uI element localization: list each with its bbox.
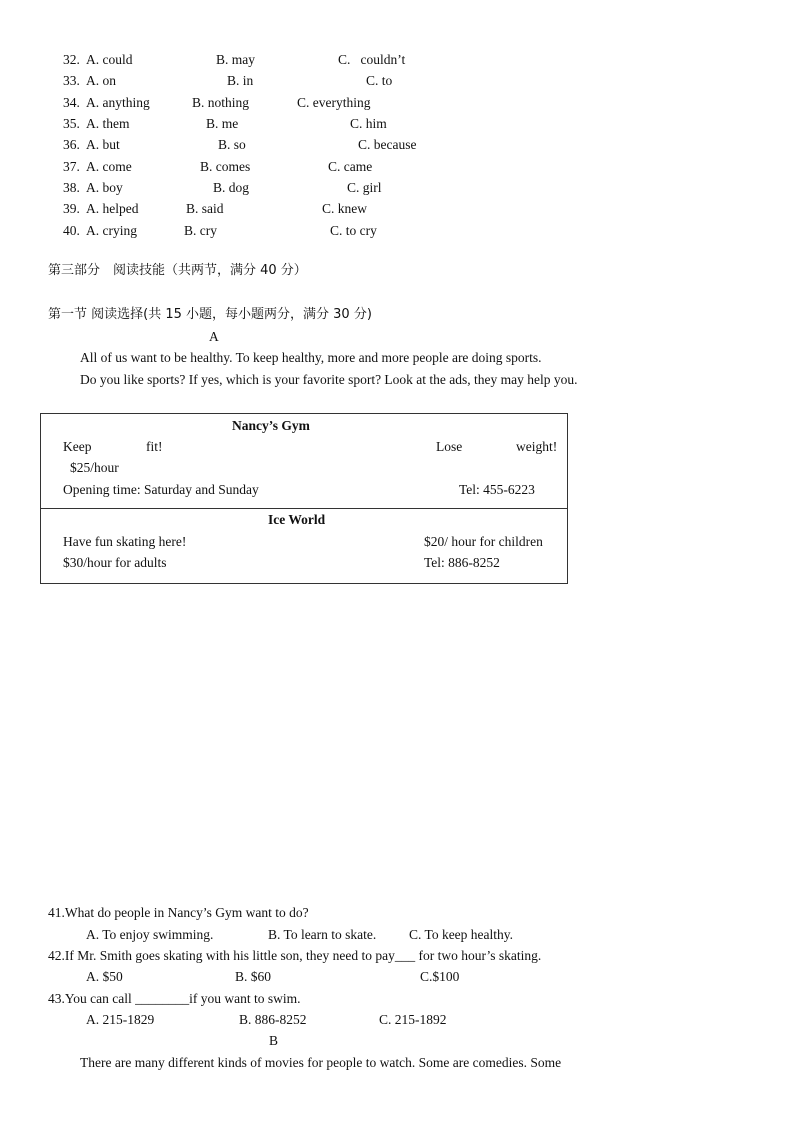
option-b: B. 886-8252 bbox=[239, 1012, 307, 1027]
option-c: C. came bbox=[328, 159, 373, 174]
option-b: B. may bbox=[216, 52, 255, 67]
passage-paragraph: Do you like sports? If yes, which is your favorite sport? Look at the ads, they may help you. bbox=[80, 372, 578, 387]
option-c: C. 215-1892 bbox=[379, 1012, 447, 1027]
option-a: A. could bbox=[86, 52, 133, 67]
option-c: C.$100 bbox=[420, 969, 460, 984]
option-a: A. come bbox=[86, 159, 132, 174]
option-c: C. girl bbox=[347, 180, 382, 195]
ice-world-ad-slogan: Have fun skating here! bbox=[63, 534, 187, 549]
question-number: 34. bbox=[63, 95, 80, 110]
option-a: A. but bbox=[86, 137, 120, 152]
passage-paragraph: All of us want to be healthy. To keep healthy, more and more people are doing sports. bbox=[80, 350, 542, 365]
option-b: B. in bbox=[227, 73, 254, 88]
gym-ad-title: Nancy’s Gym bbox=[232, 418, 310, 433]
option-a: A. crying bbox=[86, 223, 137, 238]
option-a: A. boy bbox=[86, 180, 123, 195]
ice-world-ad-child-price: $20/ hour for children bbox=[424, 534, 543, 549]
option-c: C. because bbox=[358, 137, 417, 152]
gym-ad-fit: fit! bbox=[146, 439, 163, 454]
gym-ad-lose: Lose bbox=[436, 439, 463, 454]
question-number: 36. bbox=[63, 137, 80, 152]
option-c: C. couldn’t bbox=[338, 52, 406, 67]
question-stem: 43.You can call ________if you want to swim. bbox=[48, 991, 301, 1006]
ice-world-ad-title: Ice World bbox=[268, 512, 326, 527]
section-heading: 第一节 阅读选择(共 15 小题，每小题两分，满分 30 分) bbox=[48, 307, 372, 322]
gym-ad-weight: weight! bbox=[516, 439, 558, 454]
option-c: C. to bbox=[366, 73, 393, 88]
option-b: B. me bbox=[206, 116, 239, 131]
option-c: C. to cry bbox=[330, 223, 377, 238]
gym-ad-opening-time: Opening time: Saturday and Sunday bbox=[63, 482, 259, 497]
question-number: 35. bbox=[63, 116, 80, 131]
option-a: A. To enjoy swimming. bbox=[86, 927, 214, 942]
gym-ad-phone: Tel: 455-6223 bbox=[459, 482, 535, 497]
question-number: 40. bbox=[63, 223, 80, 238]
option-a: A. anything bbox=[86, 95, 150, 110]
question-number: 39. bbox=[63, 201, 80, 216]
gym-ad-keep: Keep bbox=[63, 439, 92, 454]
ice-world-ad-adult-price: $30/hour for adults bbox=[63, 555, 167, 570]
question-stem: 41.What do people in Nancy’s Gym want to do? bbox=[48, 905, 309, 920]
option-a: A. them bbox=[86, 116, 130, 131]
option-b: B. nothing bbox=[192, 95, 250, 110]
option-c: C. To keep healthy. bbox=[409, 927, 514, 942]
passage-label: A bbox=[209, 329, 219, 344]
question-number: 33. bbox=[63, 73, 80, 88]
option-a: A. helped bbox=[86, 201, 139, 216]
question-number: 37. bbox=[63, 159, 80, 174]
question-stem: 42.If Mr. Smith goes skating with his little son, they need to pay___ for two hour’s skating. bbox=[48, 948, 542, 963]
option-c: C. him bbox=[350, 116, 387, 131]
option-a: A. $50 bbox=[86, 969, 123, 984]
part-heading: 第三部分 阅读技能（共两节，满分 40 分） bbox=[48, 263, 307, 278]
question-number: 38. bbox=[63, 180, 80, 195]
option-c: C. knew bbox=[322, 201, 367, 216]
option-c: C. everything bbox=[297, 95, 371, 110]
question-number: 32. bbox=[63, 52, 80, 67]
gym-ad-price: $25/hour bbox=[70, 460, 119, 475]
option-b: B. $60 bbox=[235, 969, 272, 984]
passage-paragraph: There are many different kinds of movies for people to watch. Some are comedies. Some bbox=[80, 1055, 562, 1070]
option-b: B. To learn to skate. bbox=[268, 927, 377, 942]
option-b: B. comes bbox=[200, 159, 251, 174]
option-a: A. on bbox=[86, 73, 116, 88]
option-b: B. dog bbox=[213, 180, 250, 195]
option-a: A. 215-1829 bbox=[86, 1012, 155, 1027]
ice-world-ad-phone: Tel: 886-8252 bbox=[424, 555, 500, 570]
option-b: B. said bbox=[186, 201, 224, 216]
option-b: B. cry bbox=[184, 223, 217, 238]
passage-label: B bbox=[269, 1033, 279, 1048]
option-b: B. so bbox=[218, 137, 246, 152]
